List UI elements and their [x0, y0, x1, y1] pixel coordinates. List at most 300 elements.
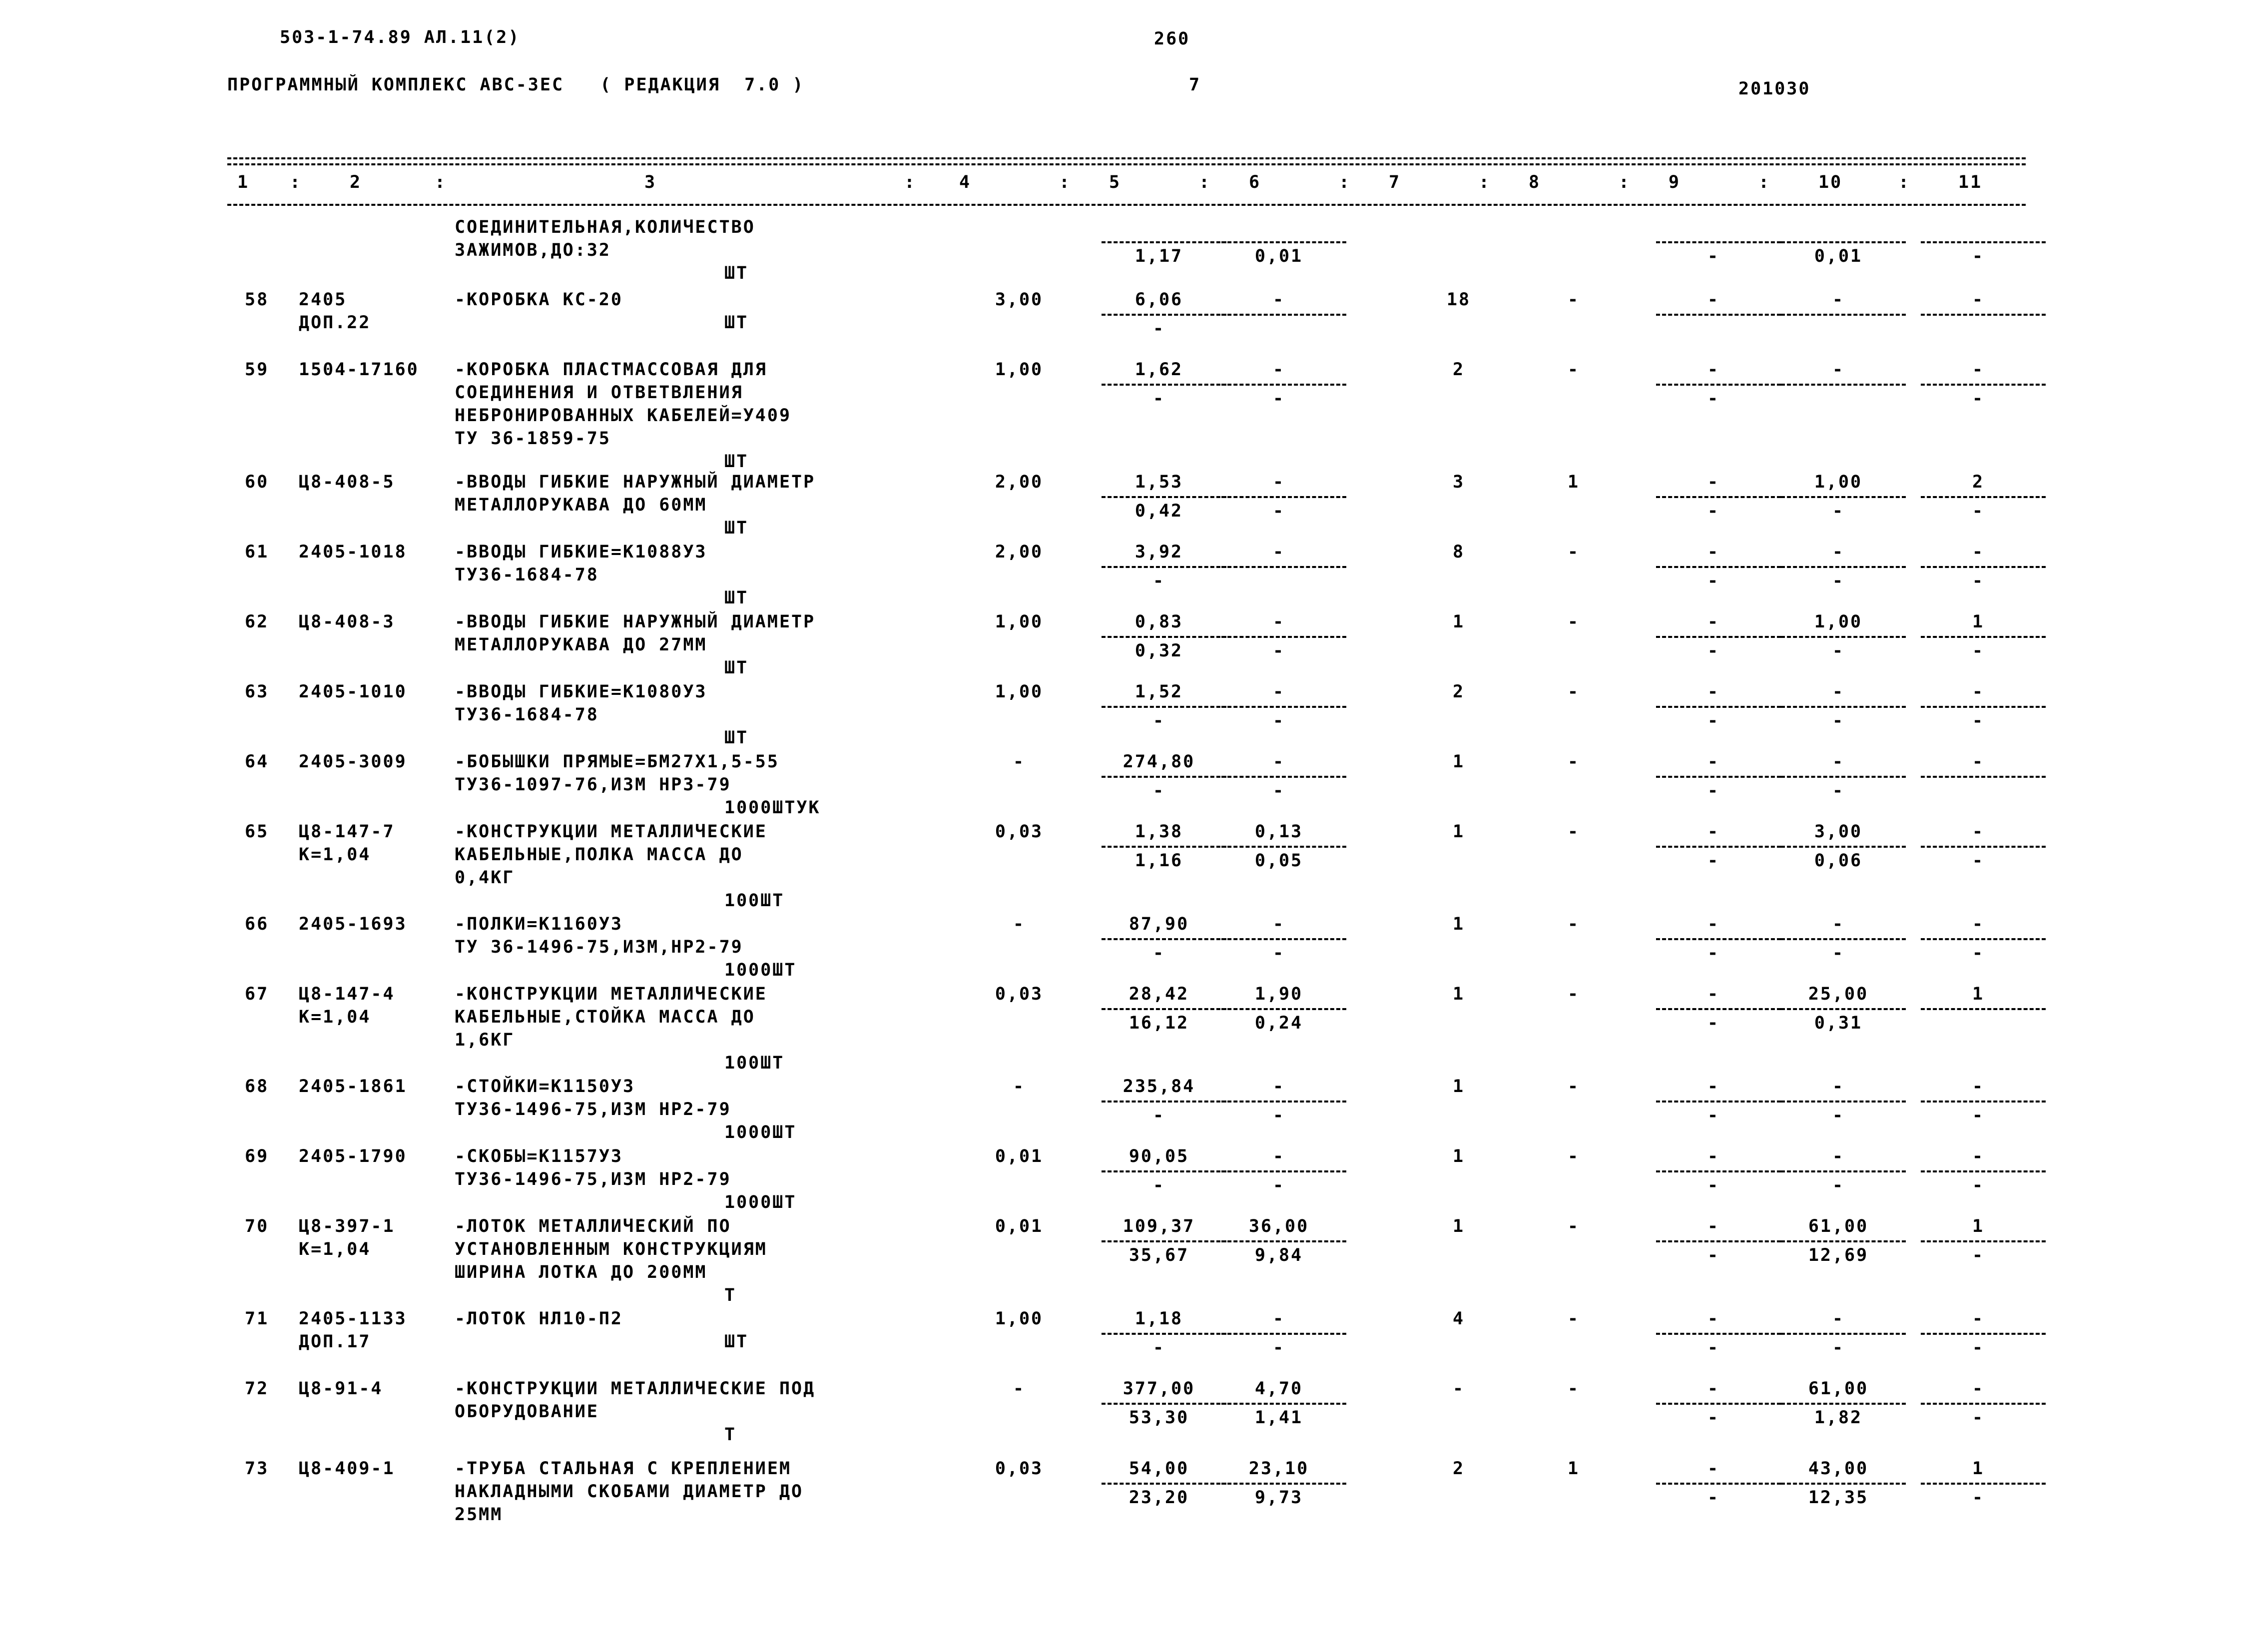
- cell-dash-rule: [1102, 706, 1226, 708]
- item-description: КАБЕЛЬНЫЕ,ПОЛКА МАССА ДО: [455, 845, 743, 865]
- col7-value: 1: [1452, 822, 1465, 842]
- cell-dash-rule: [1102, 566, 1226, 568]
- item-description: -КОНСТРУКЦИИ МЕТАЛЛИЧЕСКИЕ: [455, 822, 767, 842]
- cell-dash-rule: [1921, 1483, 2046, 1485]
- c9-value-lower: -: [1707, 1245, 1720, 1265]
- item-description: -КОРОБКА КС-20: [455, 290, 623, 310]
- c5-value-lower: -: [1152, 1105, 1165, 1125]
- c11-value-upper: 1: [1972, 612, 1985, 632]
- c6-value-lower: -: [1272, 389, 1285, 409]
- col8-value: -: [1567, 612, 1580, 632]
- c6-value-lower: 9,73: [1254, 1488, 1303, 1508]
- c11-value-lower: -: [1972, 501, 1985, 521]
- cell-dash-rule: [1102, 1008, 1226, 1010]
- c6-value-upper: -: [1272, 914, 1285, 934]
- c5-value-upper: 1,62: [1134, 360, 1183, 380]
- unit-of-measure: ШТ: [724, 313, 749, 333]
- cell-dash-rule: [1656, 384, 1781, 386]
- cell-dash-rule: [1781, 314, 1906, 316]
- cell-dash-rule: [1221, 1240, 1346, 1242]
- c11-value-lower: -: [1972, 943, 1985, 963]
- cell-dash-rule: [1656, 636, 1781, 638]
- c5-value-lower: -: [1152, 781, 1165, 801]
- col4-quantity: 0,03: [995, 822, 1044, 842]
- c10-value-upper: 1,00: [1814, 612, 1863, 632]
- item-description: СОЕДИНИТЕЛЬНАЯ,КОЛИЧЕСТВО: [455, 217, 755, 237]
- col7-value: 1: [1452, 914, 1465, 934]
- cell-dash-rule: [1656, 1483, 1781, 1485]
- unit-of-measure: 1000ШТ: [724, 1192, 797, 1212]
- c6-value-upper: -: [1272, 682, 1285, 702]
- c10-value-lower: -: [1832, 711, 1845, 731]
- item-description: МЕТАЛЛОРУКАВА ДО 60ММ: [455, 495, 707, 515]
- c5-value-lower: 0,42: [1134, 501, 1183, 521]
- cell-dash-rule: [1221, 314, 1346, 316]
- item-description: ТУ36-1097-76,ИЗМ НР3-79: [455, 775, 731, 795]
- c11-value-upper: -: [1972, 1379, 1985, 1399]
- c5-value-upper: 54,00: [1128, 1459, 1189, 1479]
- cell-dash-rule: [1102, 384, 1226, 386]
- item-code: 1504-17160: [299, 360, 419, 380]
- cell-dash-rule: [1781, 636, 1906, 638]
- cell-dash-rule: [1656, 938, 1781, 940]
- cell-dash-rule: [1221, 384, 1346, 386]
- c10-value-lower: -: [1832, 1175, 1845, 1195]
- c10-value-upper: -: [1832, 914, 1845, 934]
- unit-of-measure: 100ШТ: [724, 1053, 785, 1073]
- cell-dash-rule: [1921, 384, 2046, 386]
- c10-value-lower: -: [1832, 943, 1845, 963]
- c11-value-upper: 2: [1972, 472, 1985, 492]
- c10-value-lower: 0,01: [1814, 246, 1863, 266]
- item-code: Ц8-147-7: [299, 822, 395, 842]
- c5-value-upper: 235,84: [1122, 1077, 1195, 1097]
- item-description: -ВВОДЫ ГИБКИЕ=К1080У3: [455, 682, 707, 702]
- c11-value-lower: -: [1972, 246, 1985, 266]
- c5-value-lower: -: [1152, 319, 1165, 339]
- col8-value: 1: [1567, 1459, 1580, 1479]
- item-description: ТУ36-1496-75,ИЗМ НР2-79: [455, 1169, 731, 1189]
- cell-dash-rule: [1781, 938, 1906, 940]
- cell-dash-rule: [1656, 1170, 1781, 1172]
- row-number: 63: [245, 682, 269, 702]
- col7-value: 2: [1452, 682, 1465, 702]
- item-code-extra: К=1,04: [299, 845, 371, 865]
- item-code: 2405-1133: [299, 1309, 407, 1329]
- c6-value-upper: -: [1272, 1146, 1285, 1166]
- c11-value-lower: -: [1972, 1175, 1985, 1195]
- c9-value-lower: -: [1707, 943, 1720, 963]
- item-description: КАБЕЛЬНЫЕ,СТОЙКА МАССА ДО: [455, 1007, 755, 1027]
- item-description: ЗАЖИМОВ,ДО:32: [455, 240, 611, 260]
- c10-value-upper: -: [1832, 290, 1845, 310]
- item-description: ТУ36-1684-78: [455, 565, 599, 585]
- c11-value-upper: -: [1972, 682, 1985, 702]
- column-header-3: 3: [644, 172, 657, 192]
- c6-value-lower: -: [1272, 641, 1285, 661]
- unit-of-measure: ШТ: [724, 452, 749, 472]
- cell-dash-rule: [1102, 1403, 1226, 1405]
- c6-value-lower: -: [1272, 711, 1285, 731]
- row-number: 58: [245, 290, 269, 310]
- c6-value-lower: 0,01: [1254, 246, 1303, 266]
- c9-value-lower: -: [1707, 781, 1720, 801]
- c10-value-lower: -: [1832, 1338, 1845, 1358]
- top-rule: [227, 157, 2026, 159]
- c6-value-lower: 9,84: [1254, 1245, 1303, 1265]
- col4-quantity: 1,00: [995, 360, 1044, 380]
- col8-value: -: [1567, 1379, 1580, 1399]
- row-number: 66: [245, 914, 269, 934]
- c5-value-upper: 274,80: [1122, 752, 1195, 772]
- cell-dash-rule: [1656, 241, 1781, 243]
- item-code: 2405: [299, 290, 347, 310]
- c10-value-upper: -: [1832, 682, 1845, 702]
- item-description: УСТАНОВЛЕННЫМ КОНСТРУКЦИЯМ: [455, 1239, 767, 1259]
- c5-value-lower: 1,17: [1134, 246, 1183, 266]
- c10-value-upper: -: [1832, 542, 1845, 562]
- row-number: 71: [245, 1309, 269, 1329]
- cell-dash-rule: [1781, 1170, 1906, 1172]
- c5-value-lower: -: [1152, 943, 1165, 963]
- c10-value-upper: -: [1832, 752, 1845, 772]
- c9-value-lower: -: [1707, 1488, 1720, 1508]
- c10-value-lower: 0,06: [1814, 851, 1863, 871]
- cell-dash-rule: [1221, 1101, 1346, 1102]
- item-description: -ЛОТОК НЛ10-П2: [455, 1309, 623, 1329]
- cell-dash-rule: [1221, 776, 1346, 778]
- cell-dash-rule: [1656, 1008, 1781, 1010]
- document-code: 503-1-74.89 АЛ.11(2): [280, 27, 521, 47]
- cell-dash-rule: [1921, 1170, 2046, 1172]
- cell-dash-rule: [1656, 1403, 1781, 1405]
- unit-of-measure: ШТ: [724, 1332, 749, 1352]
- cell-dash-rule: [1221, 1483, 1346, 1485]
- col4-quantity: -: [1013, 1379, 1026, 1399]
- c6-value-lower: -: [1272, 1105, 1285, 1125]
- item-code-extra: К=1,04: [299, 1007, 371, 1027]
- c10-value-lower: -: [1832, 641, 1845, 661]
- c10-value-lower: 0,31: [1814, 1013, 1863, 1033]
- col4-quantity: 0,03: [995, 1459, 1044, 1479]
- c6-value-upper: -: [1272, 472, 1285, 492]
- c11-value-upper: -: [1972, 290, 1985, 310]
- c5-value-lower: 35,67: [1128, 1245, 1189, 1265]
- cell-dash-rule: [1781, 1483, 1906, 1485]
- c10-value-upper: -: [1832, 1309, 1845, 1329]
- cell-dash-rule: [1656, 1333, 1781, 1335]
- col7-value: 18: [1446, 290, 1471, 310]
- c5-value-lower: 16,12: [1128, 1013, 1189, 1033]
- column-separator: :: [290, 172, 302, 192]
- c11-value-upper: -: [1972, 822, 1985, 842]
- c9-value-upper: -: [1707, 1146, 1720, 1166]
- c5-value-lower: 1,16: [1134, 851, 1183, 871]
- item-description: -СКОБЫ=К1157У3: [455, 1146, 623, 1166]
- cell-dash-rule: [1102, 846, 1226, 848]
- cell-dash-rule: [1221, 636, 1346, 638]
- c10-value-upper: 1,00: [1814, 472, 1863, 492]
- item-code: Ц8-409-1: [299, 1459, 395, 1479]
- item-code-extra: ДОП.22: [299, 313, 371, 333]
- col4-quantity: -: [1013, 1077, 1026, 1097]
- c11-value-lower: -: [1972, 1105, 1985, 1125]
- cell-dash-rule: [1656, 776, 1781, 778]
- c5-value-upper: 28,42: [1128, 984, 1189, 1004]
- col7-value: 1: [1452, 612, 1465, 632]
- item-description: МЕТАЛЛОРУКАВА ДО 27ММ: [455, 635, 707, 655]
- cell-dash-rule: [1656, 846, 1781, 848]
- item-description: ТУ 36-1496-75,ИЗМ,НР2-79: [455, 937, 743, 957]
- cell-dash-rule: [1921, 566, 2046, 568]
- cell-dash-rule: [1221, 496, 1346, 498]
- row-number: 62: [245, 612, 269, 632]
- item-code: 2405-1861: [299, 1077, 407, 1097]
- c11-value-upper: 1: [1972, 984, 1985, 1004]
- cell-dash-rule: [1102, 1483, 1226, 1485]
- c6-value-upper: -: [1272, 290, 1285, 310]
- item-description: -КОРОБКА ПЛАСТМАССОВАЯ ДЛЯ: [455, 360, 767, 380]
- c9-value-lower: -: [1707, 571, 1720, 591]
- column-header-2: 2: [350, 172, 362, 192]
- c10-value-lower: -: [1832, 1105, 1845, 1125]
- item-description: -СТОЙКИ=К1150У3: [455, 1077, 635, 1097]
- c6-value-lower: -: [1272, 943, 1285, 963]
- cell-dash-rule: [1781, 846, 1906, 848]
- cell-dash-rule: [1921, 1008, 2046, 1010]
- item-description: -ЛОТОК МЕТАЛЛИЧЕСКИЙ ПО: [455, 1216, 731, 1236]
- c5-value-upper: 377,00: [1122, 1379, 1195, 1399]
- col7-value: 3: [1452, 472, 1465, 492]
- cell-dash-rule: [1781, 1101, 1906, 1102]
- c11-value-lower: -: [1972, 1488, 1985, 1508]
- item-description: -ВВОДЫ ГИБКИЕ НАРУЖНЫЙ ДИАМЕТР: [455, 472, 816, 492]
- c9-value-lower: -: [1707, 1408, 1720, 1428]
- cell-dash-rule: [1102, 241, 1226, 243]
- c10-value-lower: -: [1832, 501, 1845, 521]
- c5-value-lower: -: [1152, 1175, 1165, 1195]
- item-description: -ВВОДЫ ГИБКИЕ=К1088У3: [455, 542, 707, 562]
- col4-quantity: 1,00: [995, 682, 1044, 702]
- c5-value-lower: -: [1152, 711, 1165, 731]
- item-description: 0,4КГ: [455, 868, 515, 888]
- item-code-extra: К=1,04: [299, 1239, 371, 1259]
- c6-value-lower: -: [1272, 781, 1285, 801]
- cell-dash-rule: [1921, 1240, 2046, 1242]
- col8-value: -: [1567, 984, 1580, 1004]
- item-description: ТУ36-1496-75,ИЗМ НР2-79: [455, 1100, 731, 1119]
- top-rule-2: [227, 163, 2026, 165]
- col7-value: 8: [1452, 542, 1465, 562]
- row-number: 69: [245, 1146, 269, 1166]
- item-description: -БОБЫШКИ ПРЯМЫЕ=БМ27Х1,5-55: [455, 752, 779, 772]
- c10-value-upper: 61,00: [1808, 1379, 1869, 1399]
- cell-dash-rule: [1921, 938, 2046, 940]
- cell-dash-rule: [1221, 846, 1346, 848]
- c6-value-upper: -: [1272, 752, 1285, 772]
- column-header-11: 11: [1958, 172, 1983, 192]
- code-number: 201030: [1738, 79, 1811, 99]
- item-description: 1,6КГ: [455, 1030, 515, 1050]
- c6-value-upper: -: [1272, 1309, 1285, 1329]
- cell-dash-rule: [1221, 241, 1346, 243]
- column-header-4: 4: [959, 172, 972, 192]
- item-code: 2405-1018: [299, 542, 407, 562]
- row-number: 60: [245, 472, 269, 492]
- c9-value-lower: -: [1707, 851, 1720, 871]
- column-header-5: 5: [1109, 172, 1121, 192]
- c11-value-lower: -: [1972, 1408, 1985, 1428]
- item-code: Ц8-397-1: [299, 1216, 395, 1236]
- item-description: ТУ36-1684-78: [455, 705, 599, 725]
- column-header-8: 8: [1529, 172, 1541, 192]
- c9-value-upper: -: [1707, 1379, 1720, 1399]
- c9-value-lower: -: [1707, 1338, 1720, 1358]
- column-separator: :: [1758, 172, 1771, 192]
- cell-dash-rule: [1781, 776, 1906, 778]
- c10-value-lower: -: [1832, 781, 1845, 801]
- c11-value-upper: -: [1972, 1309, 1985, 1329]
- cell-dash-rule: [1221, 706, 1346, 708]
- column-separator: :: [1339, 172, 1351, 192]
- program-title: ПРОГРАММНЫЙ КОМПЛЕКС АВС-3ЕС ( РЕДАКЦИЯ 7.0 ): [227, 75, 805, 95]
- col4-quantity: 2,00: [995, 472, 1044, 492]
- cell-dash-rule: [1921, 636, 2046, 638]
- col8-value: -: [1567, 914, 1580, 934]
- c10-value-lower: 12,35: [1808, 1488, 1869, 1508]
- cell-dash-rule: [1781, 1240, 1906, 1242]
- c5-value-upper: 87,90: [1128, 914, 1189, 934]
- row-number: 65: [245, 822, 269, 842]
- item-description: НЕБРОНИРОВАННЫХ КАБЕЛЕЙ=У409: [455, 406, 792, 426]
- c9-value-upper: -: [1707, 472, 1720, 492]
- col8-value: -: [1567, 682, 1580, 702]
- col8-value: -: [1567, 1216, 1580, 1236]
- c9-value-upper: -: [1707, 542, 1720, 562]
- c6-value-lower: 0,24: [1254, 1013, 1303, 1033]
- item-code: Ц8-147-4: [299, 984, 395, 1004]
- c6-value-upper: 4,70: [1254, 1379, 1303, 1399]
- c9-value-upper: -: [1707, 1077, 1720, 1097]
- c10-value-upper: 43,00: [1808, 1459, 1869, 1479]
- c10-value-upper: 25,00: [1808, 984, 1869, 1004]
- cell-dash-rule: [1781, 566, 1906, 568]
- item-description: СОЕДИНЕНИЯ И ОТВЕТВЛЕНИЯ: [455, 383, 743, 403]
- c6-value-upper: -: [1272, 542, 1285, 562]
- cell-dash-rule: [1656, 566, 1781, 568]
- column-separator: :: [435, 172, 447, 192]
- col7-value: 4: [1452, 1309, 1465, 1329]
- c6-value-upper: -: [1272, 360, 1285, 380]
- c5-value-upper: 0,83: [1134, 612, 1183, 632]
- unit-of-measure: Т: [724, 1285, 737, 1305]
- c9-value-lower: -: [1707, 246, 1720, 266]
- c9-value-upper: -: [1707, 290, 1720, 310]
- col4-quantity: 2,00: [995, 542, 1044, 562]
- cell-dash-rule: [1221, 566, 1346, 568]
- cell-dash-rule: [1221, 1170, 1346, 1172]
- col7-value: 2: [1452, 360, 1465, 380]
- c11-value-upper: -: [1972, 1146, 1985, 1166]
- row-number: 68: [245, 1077, 269, 1097]
- item-description: НАКЛАДНЫМИ СКОБАМИ ДИАМЕТР ДО: [455, 1482, 804, 1502]
- cell-dash-rule: [1921, 776, 2046, 778]
- row-number: 64: [245, 752, 269, 772]
- item-code: Ц8-408-5: [299, 472, 395, 492]
- col8-value: -: [1567, 290, 1580, 310]
- cell-dash-rule: [1781, 496, 1906, 498]
- c5-value-upper: 109,37: [1122, 1216, 1195, 1236]
- column-separator: :: [1898, 172, 1911, 192]
- c9-value-upper: -: [1707, 914, 1720, 934]
- c5-value-upper: 90,05: [1128, 1146, 1189, 1166]
- col7-value: 1: [1452, 1216, 1465, 1236]
- col7-value: 1: [1452, 752, 1465, 772]
- c11-value-upper: 1: [1972, 1216, 1985, 1236]
- cell-dash-rule: [1781, 241, 1906, 243]
- col4-quantity: 1,00: [995, 612, 1044, 632]
- c11-value-lower: -: [1972, 1338, 1985, 1358]
- cell-dash-rule: [1781, 1333, 1906, 1335]
- cell-dash-rule: [1102, 776, 1226, 778]
- c11-value-lower: -: [1972, 851, 1985, 871]
- c10-value-lower: 12,69: [1808, 1245, 1869, 1265]
- c6-value-lower: -: [1272, 1338, 1285, 1358]
- c5-value-upper: 6,06: [1134, 290, 1183, 310]
- c10-value-upper: 61,00: [1808, 1216, 1869, 1236]
- col8-value: -: [1567, 822, 1580, 842]
- cell-dash-rule: [1656, 496, 1781, 498]
- col4-quantity: 3,00: [995, 290, 1044, 310]
- column-separator: :: [1059, 172, 1072, 192]
- c11-value-upper: -: [1972, 360, 1985, 380]
- c5-value-upper: 1,18: [1134, 1309, 1183, 1329]
- column-header-9: 9: [1669, 172, 1681, 192]
- c9-value-lower: -: [1707, 1175, 1720, 1195]
- item-description: -КОНСТРУКЦИИ МЕТАЛЛИЧЕСКИЕ ПОД: [455, 1379, 816, 1399]
- row-number: 67: [245, 984, 269, 1004]
- c6-value-upper: 0,13: [1254, 822, 1303, 842]
- col8-value: -: [1567, 1309, 1580, 1329]
- cell-dash-rule: [1921, 241, 2046, 243]
- unit-of-measure: ШТ: [724, 588, 749, 608]
- col7-value: 2: [1452, 1459, 1465, 1479]
- col8-value: -: [1567, 1146, 1580, 1166]
- c11-value-upper: -: [1972, 1077, 1985, 1097]
- item-description: -ПОЛКИ=К1160У3: [455, 914, 623, 934]
- row-number: 70: [245, 1216, 269, 1236]
- c10-value-upper: 3,00: [1814, 822, 1863, 842]
- column-separator: :: [1199, 172, 1211, 192]
- col8-value: 1: [1567, 472, 1580, 492]
- unit-of-measure: ШТ: [724, 518, 749, 538]
- row-number: 61: [245, 542, 269, 562]
- cell-dash-rule: [1781, 1403, 1906, 1405]
- col4-quantity: -: [1013, 752, 1026, 772]
- c11-value-lower: -: [1972, 1245, 1985, 1265]
- unit-of-measure: 1000ШТ: [724, 1122, 797, 1142]
- cell-dash-rule: [1921, 1333, 2046, 1335]
- section-number: 7: [1189, 75, 1201, 95]
- row-number: 73: [245, 1459, 269, 1479]
- item-description: -ТРУБА СТАЛЬНАЯ С КРЕПЛЕНИЕМ: [455, 1459, 792, 1479]
- c11-value-upper: -: [1972, 752, 1985, 772]
- c10-value-lower: -: [1832, 571, 1845, 591]
- col4-quantity: 0,01: [995, 1216, 1044, 1236]
- c6-value-upper: -: [1272, 1077, 1285, 1097]
- c9-value-upper: -: [1707, 1459, 1720, 1479]
- c6-value-upper: 23,10: [1248, 1459, 1309, 1479]
